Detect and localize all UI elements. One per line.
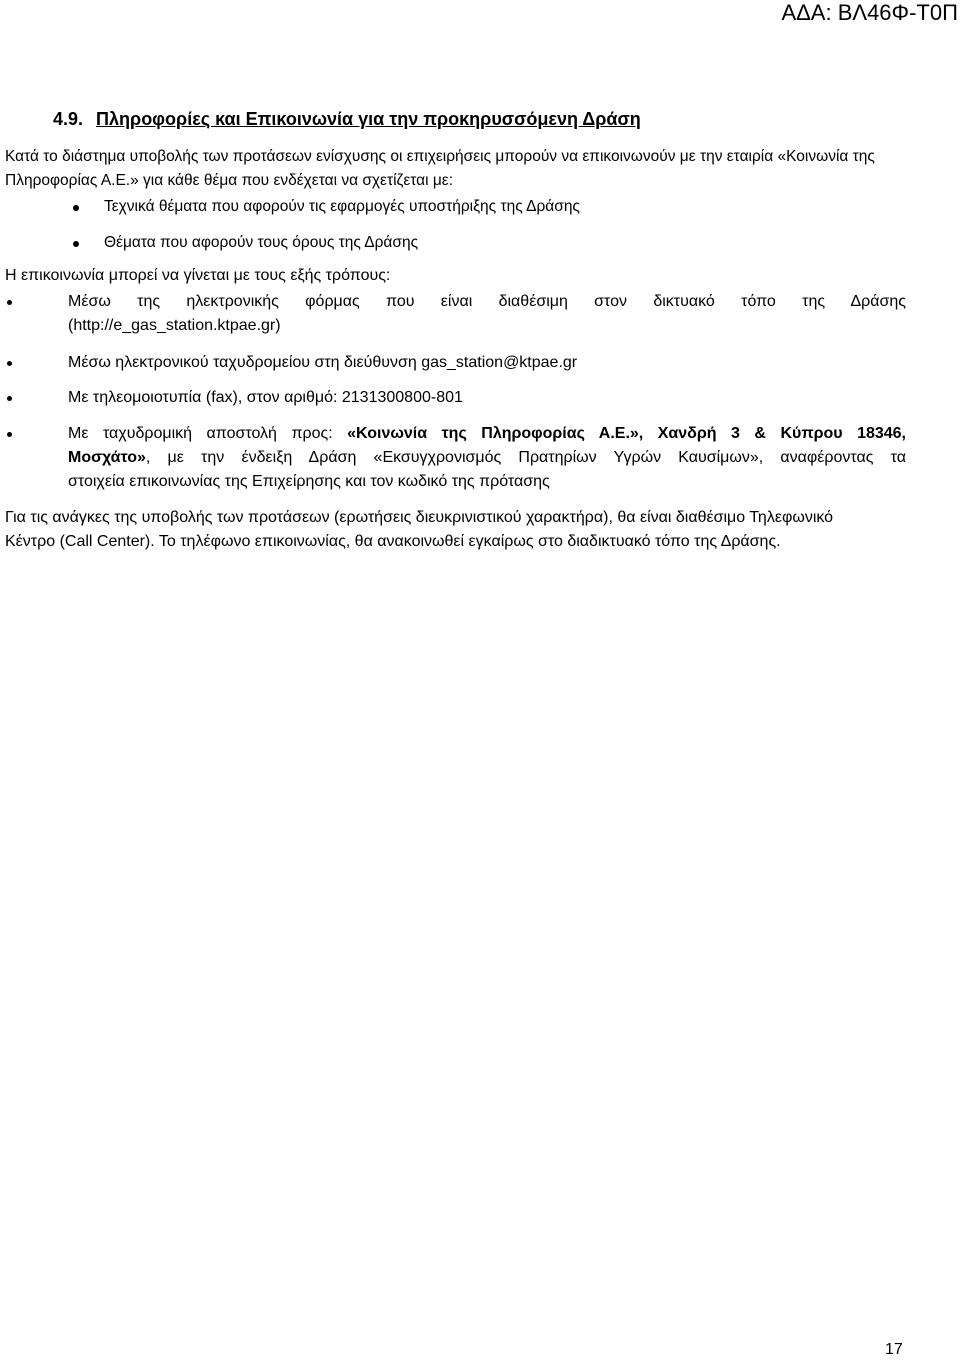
- closing-paragraph: Για τις ανάγκες της υποβολής των προτάσεων (ερωτήσεις διευκρινιστικού χαρακτήρα), θα είναι διαθέσιμο Τηλεφωνικό Κέντρο (Call Center). Το τηλέφωνο επικοινωνίας, θα ανακοινωθεί εγκαίρως στο διαδικτυακό τόπο της Δράσης.: [5, 509, 834, 550]
- section-number: 4.9.: [53, 109, 84, 129]
- page-number: 17: [885, 1341, 903, 1358]
- contact-item-post-line1: [68, 422, 906, 446]
- bullet-icon: [73, 241, 79, 247]
- bullet-icon: [7, 396, 12, 401]
- bullet-icon: [7, 432, 12, 437]
- intro-paragraph: Κατά το διάστημα υποβολής των προτάσεων ενίσχυσης οι επιχειρήσεις μπορούν να επικοινωνούν με την εταιρία «Κοινωνία της Πληροφορίας Α.Ε.» για κάθε θέμα που ενδέχεται να σχετίζεται με:: [5, 148, 875, 189]
- topic-item: Θέματα που αφορούν τους όρους της Δράσης: [104, 234, 419, 251]
- post-suffix-1: , με την ένδειξη Δράση «Εκσυγχρονισμός Πρατηρίων Υγρών Καυσίμων», αναφέροντας τα: [145, 449, 906, 466]
- contact-item-email: Μέσω ηλεκτρονικού ταχυδρομείου στη διεύθυνση gas_station@ktpae.gr: [68, 354, 578, 371]
- post-address-bold-1: «Κοινωνία της Πληροφορίας Α.Ε.», Χανδρή 3 & Κύπρου 18346,: [347, 425, 906, 442]
- section-heading: [53, 109, 641, 130]
- contact-item-post-line2: [68, 446, 906, 470]
- contact-item-web-line2: (http://e_gas_station.ktpae.gr): [68, 317, 281, 334]
- bullet-icon: [7, 300, 12, 305]
- contact-intro: Η επικοινωνία μπορεί να γίνεται με τους εξής τρόπους:: [5, 267, 391, 284]
- bullet-icon: [73, 205, 79, 211]
- contact-item-post: [68, 422, 906, 494]
- contact-item-fax: Με τηλεομοιοτυπία (fax), στον αριθμό: 2131300800-801: [68, 389, 463, 406]
- post-suffix-2: στοιχεία επικοινωνίας της Επιχείρησης και τον κωδικό της πρότασης: [68, 473, 550, 490]
- contact-item-web-line1: Μέσω της ηλεκτρονικής φόρμας που είναι διαθέσιμη στον δικτυακό τόπο της Δράσης: [68, 293, 906, 310]
- section-title: Πληροφορίες και Επικοινωνία για την προκηρυσσόμενη Δράση: [96, 109, 641, 129]
- post-address-bold-2: Μοσχάτο»: [68, 449, 146, 466]
- contact-item-web: [68, 290, 906, 338]
- post-prefix: Με ταχυδρομική αποστολή προς:: [68, 425, 348, 442]
- bullet-icon: [7, 361, 12, 366]
- topic-item: Τεχνικά θέματα που αφορούν τις εφαρμογές υποστήριξης της Δράσης: [104, 198, 580, 215]
- document-id-header: ΑΔΑ: ΒΛ46Φ-Τ0Π: [781, 0, 958, 25]
